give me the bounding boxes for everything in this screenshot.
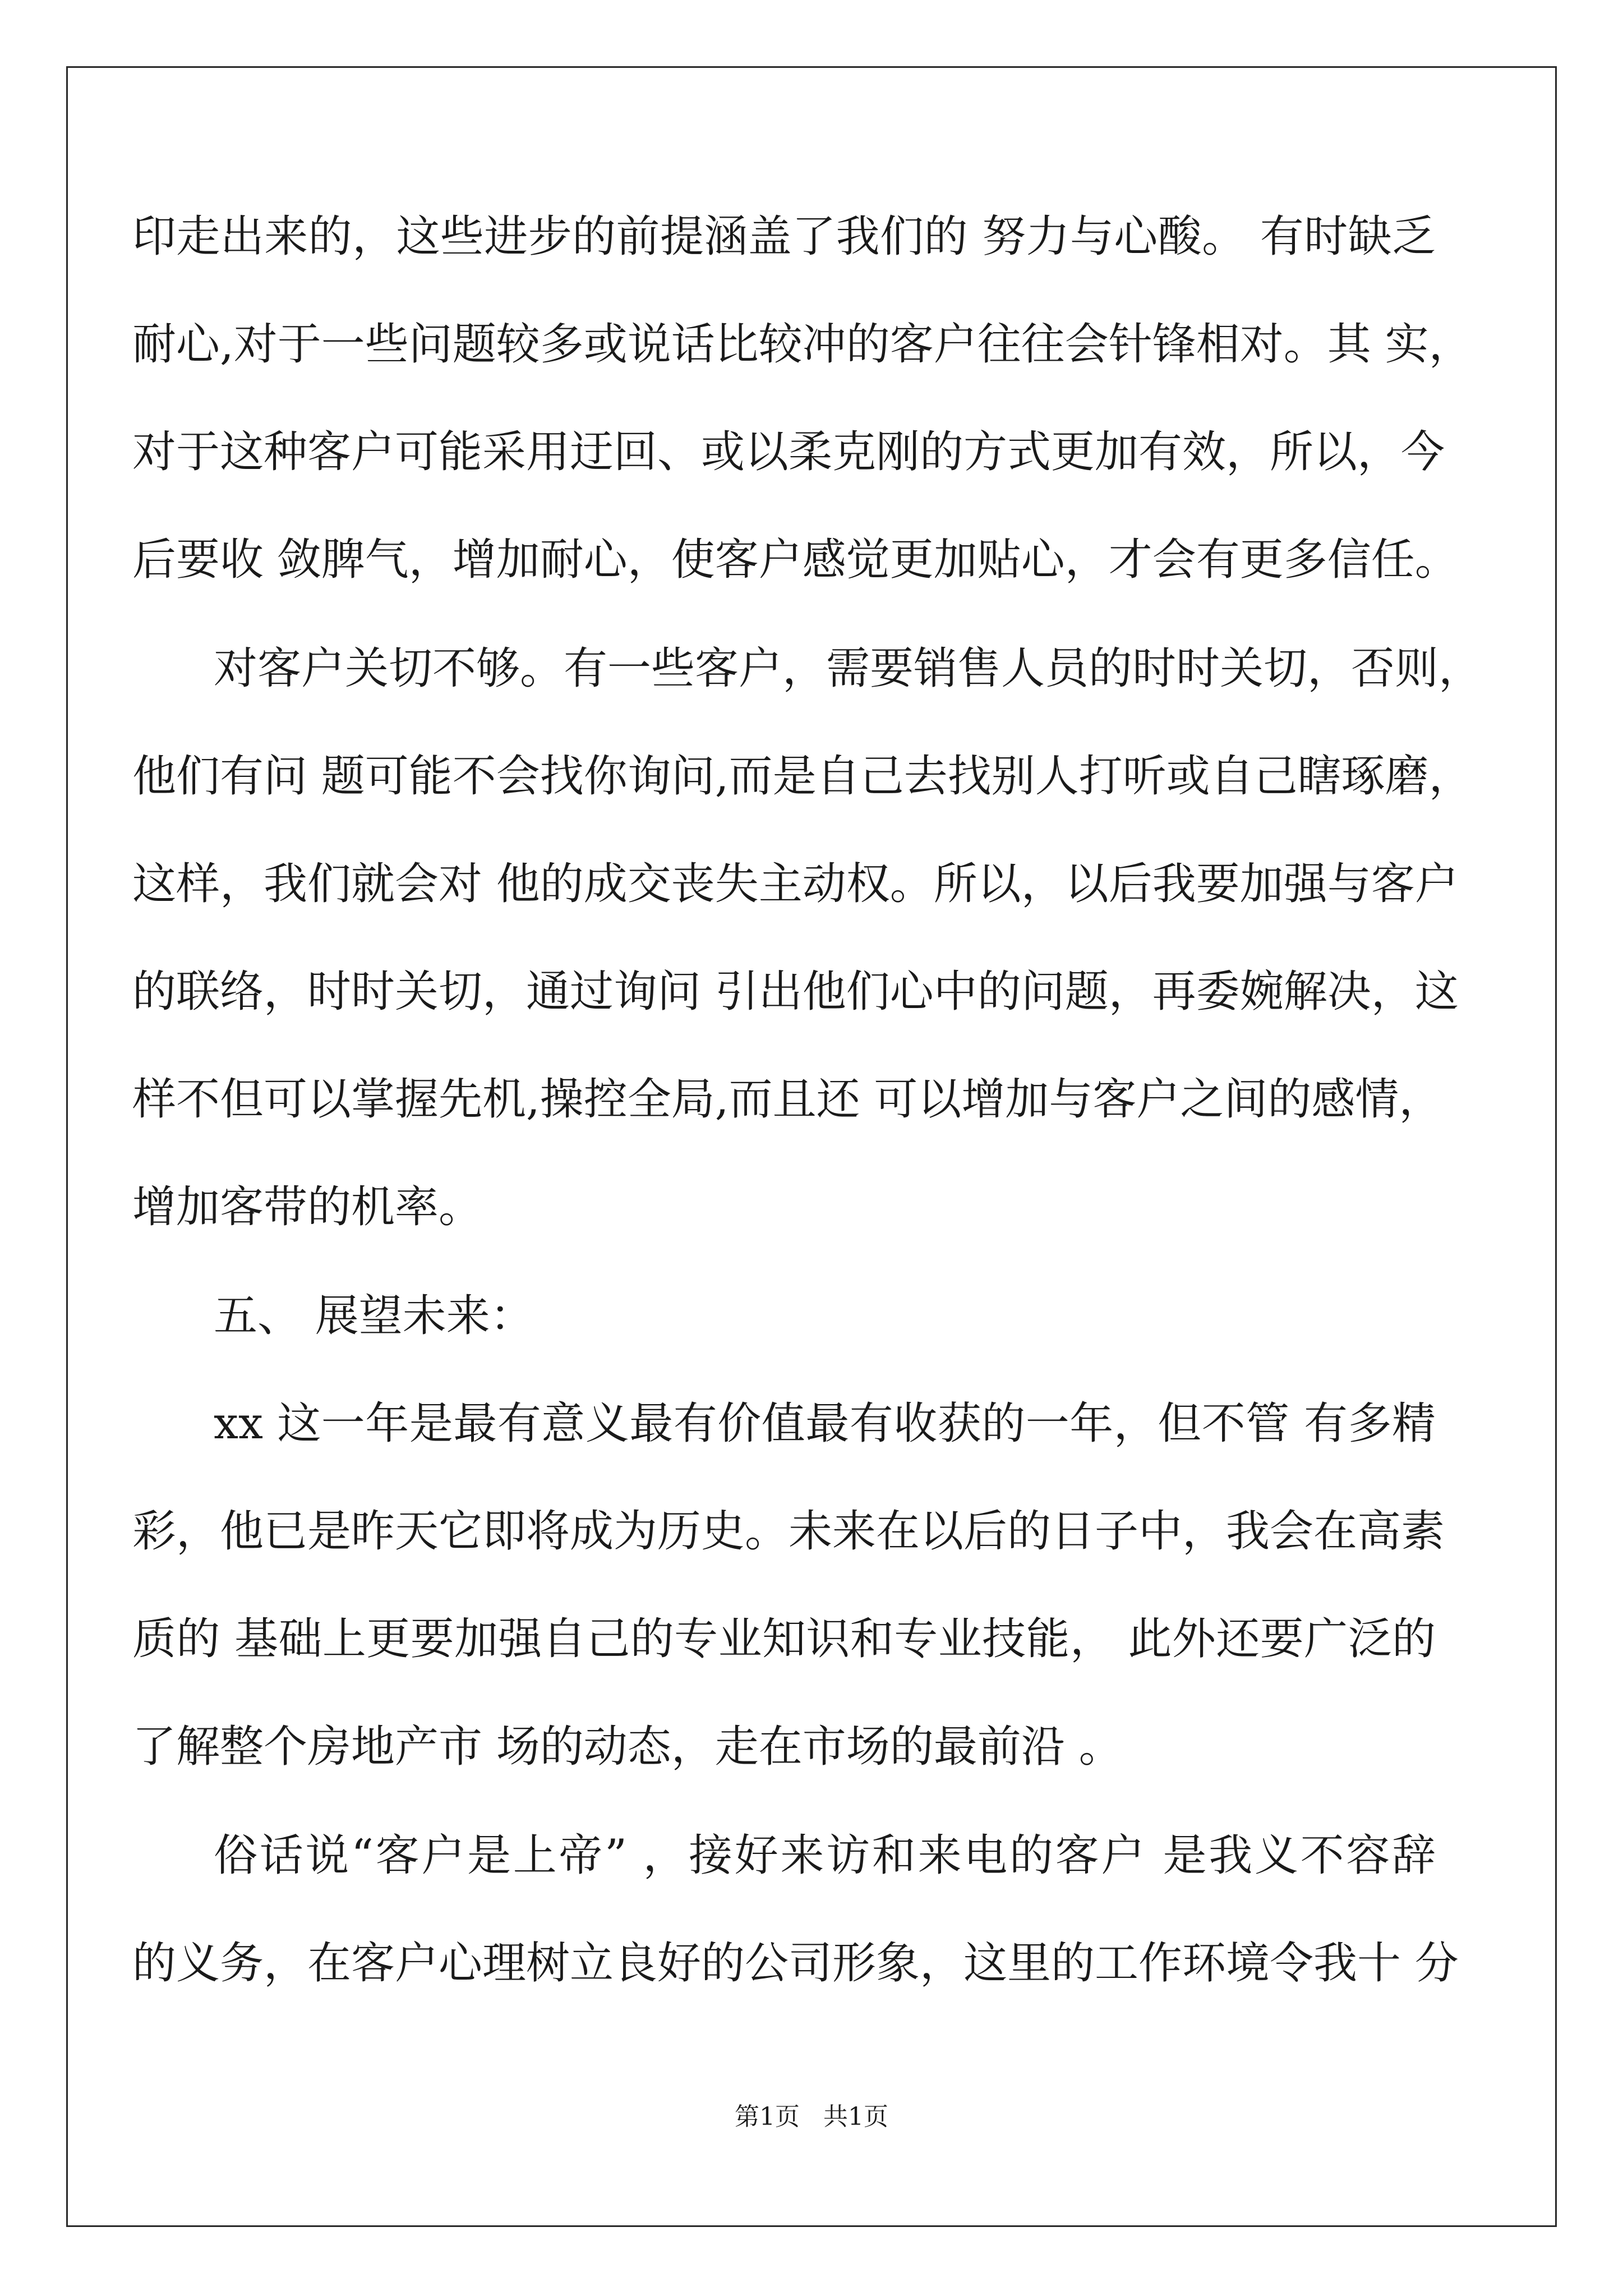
section-heading: 五、 展望未来： — [214, 1291, 534, 1341]
paragraph-line: 印走出来的，这些进步的前提涵盖了我们的 努力与心酸。 有时缺乏 — [132, 211, 1436, 262]
page-border — [66, 66, 1557, 2227]
page-number-footer: 第1页 共1页 — [735, 2102, 888, 2131]
paragraph-line: 增加客带的机率。 — [132, 1182, 483, 1232]
paragraph-line: 的联络，时时关切，通过询问 引出他们心中的问题，再委婉解决，这 — [132, 967, 1459, 1017]
paragraph-line: 他们有问 题可能不会找你询问,而是自己去找别人打听或自己瞎琢磨， — [132, 751, 1473, 802]
paragraph-line: 彩，他已是昨天它即将成为历史。未来在以后的日子中，我会在高素 — [132, 1506, 1445, 1557]
paragraph-line: 样不但可以掌握先机,操控全局,而且还 可以增加与客户之间的感情， — [132, 1074, 1443, 1125]
paragraph-line: 耐心,对于一些问题较多或说话比较冲的客户往往会针锋相对。其 实， — [132, 319, 1473, 370]
paragraph-line: 对客户关切不够。有一些客户，需要销售人员的时时关切，否则， — [214, 643, 1483, 694]
paragraph-line: 这样，我们就会对 他的成交丧失主动权。所以，以后我要加强与客户 — [132, 859, 1459, 909]
paragraph-line: 的义务，在客户心理树立良好的公司形象，这里的工作环境令我十 分 — [132, 1938, 1459, 1989]
paragraph-line: 对于这种客户可能采用迂回、或以柔克刚的方式更加有效，所以，今 — [132, 427, 1445, 477]
paragraph-line: 质的 基础上更要加强自己的专业知识和专业技能， 此外还要广泛的 — [132, 1614, 1436, 1664]
paragraph-line: 俗话说“客户是上帝” ，接好来访和来电的客户 是我义不容辞 — [214, 1830, 1436, 1881]
paragraph-line: xx 这一年是最有意义最有价值最有收获的一年，但不管 有多精 — [214, 1398, 1436, 1449]
paragraph-line: 后要收 敛脾气，增加耐心，使客户感觉更加贴心，才会有更多信任。 — [132, 535, 1459, 585]
paragraph-line: 了解整个房地产市 场的动态，走在市场的最前沿 。 — [132, 1722, 1123, 1772]
